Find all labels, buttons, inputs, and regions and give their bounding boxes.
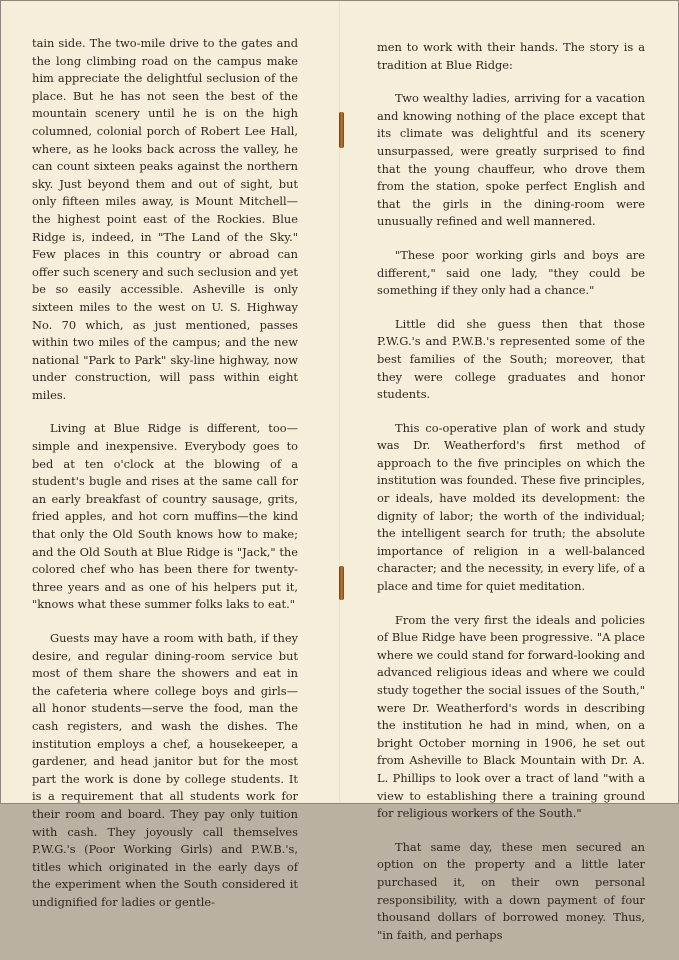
paragraph: This co-operative plan of work and study was Dr. Weatherford's first method of approach to the five principles on which the institution was founded. These five principles, or ideals, have molded its development: the dignity of labor; the worth of the individual; the intelligent search for truth; the absolute importance of religion in a well-balanced character; and the necessity, in every life, of a place and time for quiet meditation. (377, 420, 645, 594)
paragraph: Living at Blue Ridge is different, too—simple and inexpensive. Everybody goes to bed at ten o'clock at the blowing of a student's bugle and rises at the same call for an early breakfast of country sausage, grits, fried apples, and hot corn muffins—the kind that only the Old South knows how to make; and the Old South at Blue Ridge is "Jack," the colored chef who has been there for twenty-three years and as one of his helpers put it, "knows what these summer folks laks to eat." (32, 421, 298, 612)
paragraph: From the very first the ideals and policies of Blue Ridge have been progressive. "A place where we could stand for forward-looking and advanced religious ideas and where we could study together the social issues of the South," were Dr. Weatherford's words in describing the institution he had in mind, when, on a bright October morning in 1906, he set out from Asheville to Black Mountain with Dr. A. L. Phillips to look over a tract of land "with a view to establishing there a training ground for religious workers of the South." (377, 612, 645, 821)
paragraph: Guests may have a room with bath, if they desire, and regular dining-room service but most of them share the showers and eat in the cafeteria where college boys and girls—all honor students—serve the food, man the cash registers, and wash the dishes. The institution employs a chef, a housekeeper, a gardener, and head janitor but for the most part the work is done by college students. It is a requirement that all students work for their room and board. They pay only tuition with cash. They joyously call themselves P.W.G.'s (Poor Working Girls) and P.W.B.'s, titles which originated in the early days of the experiment when the South considered it undignified for ladies or gentle- (32, 631, 298, 909)
paragraph: That same day, these men secured an option on the property and a little later purchased it, on their own personal responsibility, with a down payment of four thousand dollars of borrowed money. Thus, "in faith, and perhaps (377, 839, 645, 942)
paragraph: Two wealthy ladies, arriving for a vacation and knowing nothing of the place except that its climate was delightful and its scenery unsurpassed, were greatly surprised to find that the young chauffeur, who drove them from the station, spoke perfect English and that the girls in the dining-room were unusually refined and well mannered. (377, 91, 645, 229)
paragraph: tain side. The two-mile drive to the gates and the long climbing road on the campus make him appreciate the delightful seclusion of the place. But he has not seen the best of the mountain scenery until he is on the high columned, colonial porch of Robert Lee Hall, where, as he looks back across the valley, he can count sixteen peaks against the northern sky. Just beyond them and out of sight, but only fifteen miles away, is Mount Mitchell—the highest point east of the Rockies. Blue Ridge is, indeed, in "The Land of the Sky." Few places in this country or abroad can offer such scenery and such seclusion and yet be so easily accessible. Asheville is only sixteen miles to the west on U. S. Highway No. 70 which, as just mentioned, passes within two miles of the campus; and the new national "Park to Park" sky-line highway, now under construction, will pass within eight miles. (32, 36, 298, 402)
lower-staple (339, 566, 344, 600)
left-text-column (32, 35, 298, 928)
paragraph: "These poor working girls and boys are different," said one lady, "they could be something if they only had a chance." (377, 247, 645, 298)
upper-staple (339, 112, 344, 148)
paragraph: men to work with their hands. The story is a tradition at Blue Ridge: (377, 40, 645, 72)
paragraph: Little did she guess then that those P.W.G.'s and P.W.B.'s represented some of the best families of the South; moreover, that they were college graduates and honor students. (377, 316, 645, 402)
right-text-column (377, 39, 645, 960)
